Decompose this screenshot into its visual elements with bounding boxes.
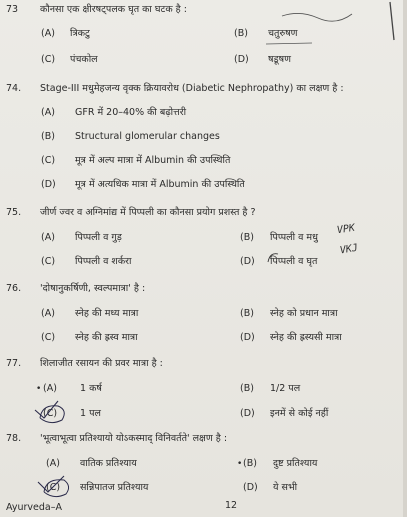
option-text: वातिक प्रतिश्याय [80, 458, 137, 469]
option-label: (D) [243, 482, 258, 493]
option-label: (B) [234, 28, 248, 39]
pencil-dot: • [237, 459, 243, 469]
question-text: 'दोषानुकर्षिणी, स्वल्पमात्रा' है : [40, 283, 146, 294]
question-text: 'भूत्वाभूत्वा प्रतिश्यायो योऽकस्माद् विनिवर्तते' लक्षण है : [40, 433, 228, 444]
question-text: Stage-III मधुमेहजन्य वृक्क क्रियावरोध (Diabetic Nephropathy) का लक्षण है : [40, 83, 344, 94]
option-label: (C) [41, 256, 56, 267]
option-text: षडूषण [268, 54, 291, 65]
option-text: GFR में 20–40% की बढ़ोत्तरी [75, 107, 187, 118]
option-label: (D) [41, 179, 56, 190]
option-text: चतुरुषण [268, 28, 298, 39]
question-number: 73 [6, 4, 19, 15]
option-label: (B) [243, 458, 257, 469]
option-text: पंचकोल [70, 54, 98, 65]
option-label: (B) [240, 232, 254, 243]
option-text: पिप्पली व घृत [270, 256, 318, 267]
option-label: (A) [41, 232, 55, 243]
option-text: मूत्र में अल्प मात्रा में Albumin की उपस्थिति [75, 155, 231, 166]
question-number: 77. [6, 358, 22, 369]
question-number: 76. [6, 283, 22, 294]
question-number: 74. [6, 83, 22, 94]
footer-subject: Ayurveda–A [6, 502, 62, 513]
question-text: शिलाजीत रसायन की प्रवर मात्रा है : [40, 358, 163, 369]
option-label: (B) [41, 131, 55, 142]
handwritten-note: VKJ [339, 242, 359, 257]
option-label: (A) [41, 308, 55, 319]
option-text: स्नेह की ह्रस्व मात्रा [75, 332, 138, 343]
option-text: Structural glomerular changes [75, 131, 220, 142]
option-label: (D) [240, 408, 255, 419]
option-text: सन्निपातज प्रतिश्याय [80, 482, 149, 493]
option-label: (C) [43, 408, 58, 419]
option-label: (C) [41, 332, 56, 343]
question-number: 78. [6, 433, 22, 444]
option-text: मूत्र में अत्यधिक मात्रा में Albumin की उपस्थिति [75, 179, 245, 190]
question-number: 75. [6, 207, 22, 218]
option-text: त्रिकटु [70, 28, 90, 39]
option-label: (C) [41, 54, 56, 65]
question-text: जीर्ण ज्वर व अग्निमांद्य में पिप्पली का कौनसा प्रयोग प्रशस्त है ? [40, 207, 256, 218]
option-label: (D) [240, 256, 255, 267]
option-text: 1 पल [80, 408, 101, 419]
option-text: स्नेह को प्रधान मात्रा [270, 308, 338, 319]
option-label: (A) [46, 458, 60, 469]
option-label: (B) [240, 308, 254, 319]
option-label: (D) [240, 332, 255, 343]
option-text: 1 कर्ष [80, 383, 102, 394]
option-label: (C) [46, 482, 61, 493]
option-label: (C) [41, 155, 56, 166]
option-text: दुष्ट प्रतिश्याय [273, 458, 318, 469]
pencil-dot: • [36, 384, 42, 394]
handwritten-note: VPK [336, 222, 356, 237]
option-label: (A) [41, 28, 55, 39]
option-label: (A) [43, 383, 57, 394]
question-text: कौनसा एक क्षीरषट्पलक घृत का घटक है : [40, 4, 187, 15]
option-label: (A) [41, 107, 55, 118]
option-label: (B) [240, 383, 254, 394]
option-text: पिप्पली व मधु [270, 232, 318, 243]
option-text: 1/2 पल [270, 383, 301, 394]
option-text: पिप्पली व शर्करा [75, 256, 132, 267]
option-text: इनमें से कोई नहीं [270, 408, 329, 419]
page-number: 12 [225, 500, 238, 511]
option-text: स्नेह की ह्रस्यसी मात्रा [270, 332, 342, 343]
option-label: (D) [234, 54, 249, 65]
option-text: ये सभी [273, 482, 298, 493]
option-text: पिप्पली व गुड़ [75, 232, 122, 243]
option-text: स्नेह की मध्य मात्रा [75, 308, 139, 319]
